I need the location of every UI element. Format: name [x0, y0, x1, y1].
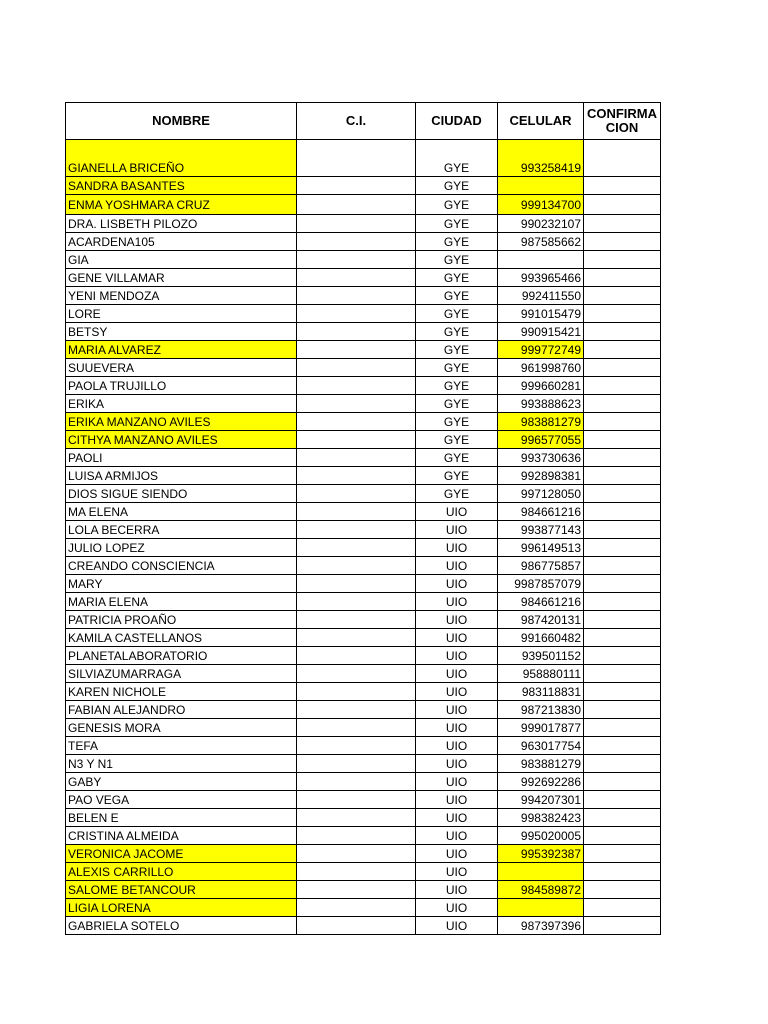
cell-ciudad[interactable]: UIO: [416, 917, 498, 935]
cell-nombre[interactable]: GABY: [66, 773, 297, 791]
table-row: [66, 665, 661, 683]
cell-ciudad[interactable]: UIO: [416, 593, 498, 611]
table-row: [66, 251, 661, 269]
table-row: [66, 899, 661, 917]
cell-ciudad[interactable]: UIO: [416, 521, 498, 539]
table-row: [66, 467, 661, 485]
cell-confirmacion[interactable]: [584, 467, 661, 485]
cell-celular[interactable]: 992411550: [498, 287, 584, 305]
cell-ciudad[interactable]: GYE: [416, 449, 498, 467]
cell-nombre[interactable]: GIA: [66, 251, 297, 269]
cell-ci[interactable]: [297, 593, 416, 611]
cell-celular[interactable]: 984661216: [498, 503, 584, 521]
cell-nombre[interactable]: MA ELENA: [66, 503, 297, 521]
cell-ciudad[interactable]: UIO: [416, 557, 498, 575]
cell-confirmacion[interactable]: [584, 773, 661, 791]
cell-ci[interactable]: [297, 195, 416, 215]
cell-ci[interactable]: [297, 665, 416, 683]
cell-nombre[interactable]: SILVIAZUMARRAGA: [66, 665, 297, 683]
cell-ci[interactable]: [297, 449, 416, 467]
cell-celular[interactable]: 990232107: [498, 215, 584, 233]
cell-celular[interactable]: 984589872: [498, 881, 584, 899]
cell-celular[interactable]: 998382423: [498, 809, 584, 827]
cell-ci[interactable]: [297, 755, 416, 773]
cell-ciudad[interactable]: GYE: [416, 215, 498, 233]
cell-confirmacion[interactable]: [584, 737, 661, 755]
cell-celular[interactable]: 990915421: [498, 323, 584, 341]
table-row: [66, 773, 661, 791]
cell-ci[interactable]: [297, 521, 416, 539]
cell-confirmacion[interactable]: [584, 719, 661, 737]
table-row: [66, 215, 661, 233]
cell-confirmacion[interactable]: [584, 575, 661, 593]
cell-ciudad[interactable]: GYE: [416, 359, 498, 377]
cell-ci[interactable]: [297, 611, 416, 629]
table-row: [66, 539, 661, 557]
cell-confirmacion[interactable]: [584, 323, 661, 341]
table-row: [66, 413, 661, 431]
cell-confirmacion[interactable]: [584, 557, 661, 575]
cell-confirmacion[interactable]: [584, 503, 661, 521]
cell-ciudad[interactable]: UIO: [416, 809, 498, 827]
table-row: [66, 233, 661, 251]
table-row: [66, 287, 661, 305]
cell-celular[interactable]: 993258419: [498, 140, 584, 177]
cell-ci[interactable]: [297, 899, 416, 917]
table-row: [66, 557, 661, 575]
cell-celular[interactable]: 961998760: [498, 359, 584, 377]
cell-confirmacion[interactable]: [584, 845, 661, 863]
table-row: [66, 323, 661, 341]
cell-celular[interactable]: 987213830: [498, 701, 584, 719]
cell-confirmacion[interactable]: [584, 755, 661, 773]
cell-confirmacion[interactable]: [584, 683, 661, 701]
cell-celular[interactable]: 991015479: [498, 305, 584, 323]
cell-ci[interactable]: [297, 215, 416, 233]
cell-celular[interactable]: 984661216: [498, 593, 584, 611]
cell-celular[interactable]: 995392387: [498, 845, 584, 863]
cell-ciudad[interactable]: UIO: [416, 701, 498, 719]
cell-confirmacion[interactable]: [584, 195, 661, 215]
cell-nombre[interactable]: TEFA: [66, 737, 297, 755]
cell-ciudad[interactable]: UIO: [416, 881, 498, 899]
cell-confirmacion[interactable]: [584, 881, 661, 899]
table-row: [66, 341, 661, 359]
cell-celular[interactable]: 999134700: [498, 195, 584, 215]
cell-confirmacion[interactable]: [584, 233, 661, 251]
table-row: [66, 485, 661, 503]
cell-nombre[interactable]: LOLA BECERRA: [66, 521, 297, 539]
table-row: [66, 827, 661, 845]
table-row: [66, 359, 661, 377]
cell-ci[interactable]: [297, 773, 416, 791]
table-row: [66, 629, 661, 647]
cell-ci[interactable]: [297, 683, 416, 701]
cell-nombre[interactable]: JULIO LOPEZ: [66, 539, 297, 557]
table-row: [66, 377, 661, 395]
table-row: [66, 719, 661, 737]
cell-celular[interactable]: 987585662: [498, 233, 584, 251]
cell-ciudad[interactable]: UIO: [416, 575, 498, 593]
cell-ci[interactable]: [297, 557, 416, 575]
cell-nombre[interactable]: GENE VILLAMAR: [66, 269, 297, 287]
cell-ci[interactable]: [297, 467, 416, 485]
table-row: [66, 917, 661, 935]
table-row: [66, 755, 661, 773]
cell-celular[interactable]: 987420131: [498, 611, 584, 629]
cell-ci[interactable]: [297, 323, 416, 341]
cell-confirmacion[interactable]: [584, 863, 661, 881]
cell-celular[interactable]: 993877143: [498, 521, 584, 539]
cell-nombre[interactable]: ENMA YOSHMARA CRUZ: [66, 195, 297, 215]
cell-confirmacion[interactable]: [584, 485, 661, 503]
cell-nombre[interactable]: BELEN E: [66, 809, 297, 827]
cell-ciudad[interactable]: GYE: [416, 305, 498, 323]
cell-ciudad[interactable]: GYE: [416, 377, 498, 395]
cell-ciudad[interactable]: UIO: [416, 629, 498, 647]
cell-ciudad[interactable]: GYE: [416, 395, 498, 413]
cell-ciudad[interactable]: UIO: [416, 665, 498, 683]
table-row: [66, 503, 661, 521]
header-ci[interactable]: C.I.: [297, 103, 416, 140]
contacts-table: [65, 102, 661, 935]
cell-celular[interactable]: 983881279: [498, 755, 584, 773]
cell-ciudad[interactable]: GYE: [416, 269, 498, 287]
table-row: [66, 593, 661, 611]
cell-nombre[interactable]: SALOME BETANCOUR: [66, 881, 297, 899]
cell-ciudad[interactable]: UIO: [416, 899, 498, 917]
cell-ciudad[interactable]: GYE: [416, 485, 498, 503]
cell-confirmacion[interactable]: [584, 251, 661, 269]
cell-nombre[interactable]: GIANELLA BRICEÑO: [66, 140, 297, 177]
cell-nombre[interactable]: ACARDENA105: [66, 233, 297, 251]
cell-nombre[interactable]: PAOLA TRUJILLO: [66, 377, 297, 395]
cell-confirmacion[interactable]: [584, 539, 661, 557]
table-row: [66, 809, 661, 827]
cell-celular[interactable]: [498, 899, 584, 917]
table-row: [66, 195, 661, 215]
cell-nombre[interactable]: VERONICA JACOME: [66, 845, 297, 863]
cell-nombre[interactable]: KAREN NICHOLE: [66, 683, 297, 701]
cell-nombre[interactable]: ERIKA MANZANO AVILES: [66, 413, 297, 431]
cell-celular[interactable]: 939501152: [498, 647, 584, 665]
cell-celular[interactable]: 991660482: [498, 629, 584, 647]
cell-ci[interactable]: [297, 431, 416, 449]
cell-ciudad[interactable]: GYE: [416, 251, 498, 269]
cell-celular[interactable]: 9987857079: [498, 575, 584, 593]
cell-confirmacion[interactable]: [584, 431, 661, 449]
table-row: [66, 521, 661, 539]
table-row: [66, 305, 661, 323]
cell-nombre[interactable]: MARY: [66, 575, 297, 593]
cell-confirmacion[interactable]: [584, 449, 661, 467]
cell-confirmacion[interactable]: [584, 629, 661, 647]
cell-nombre[interactable]: PAOLI: [66, 449, 297, 467]
cell-nombre[interactable]: MARIA ELENA: [66, 593, 297, 611]
cell-nombre[interactable]: ERIKA: [66, 395, 297, 413]
cell-ci[interactable]: [297, 827, 416, 845]
cell-ci[interactable]: [297, 719, 416, 737]
cell-ciudad[interactable]: UIO: [416, 647, 498, 665]
cell-ciudad[interactable]: GYE: [416, 413, 498, 431]
cell-confirmacion[interactable]: [584, 269, 661, 287]
cell-confirmacion[interactable]: [584, 521, 661, 539]
cell-ci[interactable]: [297, 647, 416, 665]
cell-nombre[interactable]: ALEXIS CARRILLO: [66, 863, 297, 881]
cell-ci[interactable]: [297, 791, 416, 809]
table-row: [66, 269, 661, 287]
cell-celular[interactable]: 958880111: [498, 665, 584, 683]
cell-confirmacion[interactable]: [584, 215, 661, 233]
cell-ci[interactable]: [297, 575, 416, 593]
cell-celular[interactable]: 997128050: [498, 485, 584, 503]
cell-ci[interactable]: [297, 845, 416, 863]
cell-confirmacion[interactable]: [584, 701, 661, 719]
cell-nombre[interactable]: CITHYA MANZANO AVILES: [66, 431, 297, 449]
cell-ciudad[interactable]: UIO: [416, 737, 498, 755]
cell-confirmacion[interactable]: [584, 809, 661, 827]
cell-confirmacion[interactable]: [584, 917, 661, 935]
table-row: [66, 791, 661, 809]
header-celular[interactable]: CELULAR: [498, 103, 584, 140]
cell-celular[interactable]: 986775857: [498, 557, 584, 575]
table-row: [66, 737, 661, 755]
cell-celular[interactable]: 994207301: [498, 791, 584, 809]
cell-ciudad[interactable]: UIO: [416, 719, 498, 737]
header-confirmacion[interactable]: CONFIRMA CION: [584, 103, 661, 140]
table-row: [66, 881, 661, 899]
table-row: [66, 177, 661, 195]
cell-ci[interactable]: [297, 485, 416, 503]
cell-ci[interactable]: [297, 701, 416, 719]
cell-celular[interactable]: 983881279: [498, 413, 584, 431]
cell-confirmacion[interactable]: [584, 899, 661, 917]
cell-celular[interactable]: [498, 177, 584, 195]
cell-nombre[interactable]: GENESIS MORA: [66, 719, 297, 737]
table-row: [66, 575, 661, 593]
cell-celular[interactable]: [498, 863, 584, 881]
cell-ciudad[interactable]: UIO: [416, 845, 498, 863]
cell-ciudad[interactable]: GYE: [416, 177, 498, 195]
cell-celular[interactable]: 993965466: [498, 269, 584, 287]
cell-ciudad[interactable]: UIO: [416, 539, 498, 557]
cell-ci[interactable]: [297, 881, 416, 899]
cell-ci[interactable]: [297, 539, 416, 557]
cell-celular[interactable]: 999772749: [498, 341, 584, 359]
cell-nombre[interactable]: LIGIA LORENA: [66, 899, 297, 917]
cell-celular[interactable]: 999017877: [498, 719, 584, 737]
cell-nombre[interactable]: MARIA ALVAREZ: [66, 341, 297, 359]
cell-ciudad[interactable]: GYE: [416, 195, 498, 215]
cell-ciudad[interactable]: UIO: [416, 611, 498, 629]
cell-nombre[interactable]: DRA. LISBETH PILOZO: [66, 215, 297, 233]
cell-confirmacion[interactable]: [584, 413, 661, 431]
table-row: [66, 140, 661, 177]
table-row: [66, 431, 661, 449]
cell-ci[interactable]: [297, 863, 416, 881]
cell-confirmacion[interactable]: [584, 287, 661, 305]
cell-ciudad[interactable]: UIO: [416, 755, 498, 773]
table-row: [66, 647, 661, 665]
cell-ci[interactable]: [297, 341, 416, 359]
table-row: [66, 395, 661, 413]
cell-celular[interactable]: 996577055: [498, 431, 584, 449]
cell-ciudad[interactable]: GYE: [416, 341, 498, 359]
cell-ci[interactable]: [297, 269, 416, 287]
cell-ci[interactable]: [297, 737, 416, 755]
cell-ciudad[interactable]: UIO: [416, 791, 498, 809]
cell-ciudad[interactable]: GYE: [416, 323, 498, 341]
cell-confirmacion[interactable]: [584, 305, 661, 323]
cell-ci[interactable]: [297, 503, 416, 521]
table-row: [66, 845, 661, 863]
cell-confirmacion[interactable]: [584, 791, 661, 809]
cell-ciudad[interactable]: GYE: [416, 287, 498, 305]
cell-nombre[interactable]: BETSY: [66, 323, 297, 341]
cell-nombre[interactable]: FABIAN ALEJANDRO: [66, 701, 297, 719]
table-row: [66, 449, 661, 467]
header-nombre[interactable]: NOMBRE: [66, 103, 297, 140]
cell-ci[interactable]: [297, 177, 416, 195]
cell-nombre[interactable]: PAO VEGA: [66, 791, 297, 809]
cell-celular[interactable]: 995020005: [498, 827, 584, 845]
cell-celular[interactable]: 996149513: [498, 539, 584, 557]
cell-ci[interactable]: [297, 233, 416, 251]
cell-nombre[interactable]: DIOS SIGUE SIENDO: [66, 485, 297, 503]
cell-ciudad[interactable]: GYE: [416, 140, 498, 177]
cell-nombre[interactable]: LORE: [66, 305, 297, 323]
cell-ciudad[interactable]: UIO: [416, 863, 498, 881]
cell-celular[interactable]: [498, 251, 584, 269]
cell-ciudad[interactable]: GYE: [416, 467, 498, 485]
cell-confirmacion[interactable]: [584, 341, 661, 359]
cell-ci[interactable]: [297, 413, 416, 431]
cell-ci[interactable]: [297, 287, 416, 305]
cell-confirmacion[interactable]: [584, 611, 661, 629]
cell-confirmacion[interactable]: [584, 647, 661, 665]
cell-ci[interactable]: [297, 251, 416, 269]
cell-celular[interactable]: 992898381: [498, 467, 584, 485]
cell-celular[interactable]: 983118831: [498, 683, 584, 701]
cell-confirmacion[interactable]: [584, 593, 661, 611]
cell-nombre[interactable]: GABRIELA SOTELO: [66, 917, 297, 935]
cell-celular[interactable]: 992692286: [498, 773, 584, 791]
cell-ci[interactable]: [297, 305, 416, 323]
cell-celular[interactable]: 993888623: [498, 395, 584, 413]
cell-ciudad[interactable]: GYE: [416, 233, 498, 251]
cell-ci[interactable]: [297, 917, 416, 935]
cell-ciudad[interactable]: UIO: [416, 503, 498, 521]
cell-confirmacion[interactable]: [584, 395, 661, 413]
cell-celular[interactable]: 993730636: [498, 449, 584, 467]
cell-confirmacion[interactable]: [584, 177, 661, 195]
cell-confirmacion[interactable]: [584, 827, 661, 845]
cell-ciudad[interactable]: UIO: [416, 683, 498, 701]
cell-ci[interactable]: [297, 395, 416, 413]
cell-ci[interactable]: [297, 140, 416, 177]
cell-ci[interactable]: [297, 629, 416, 647]
header-row: [66, 103, 661, 140]
cell-nombre[interactable]: SUUEVERA: [66, 359, 297, 377]
header-ciudad[interactable]: CIUDAD: [416, 103, 498, 140]
cell-nombre[interactable]: KAMILA CASTELLANOS: [66, 629, 297, 647]
cell-nombre[interactable]: PLANETALABORATORIO: [66, 647, 297, 665]
cell-nombre[interactable]: LUISA ARMIJOS: [66, 467, 297, 485]
cell-ci[interactable]: [297, 359, 416, 377]
cell-nombre[interactable]: CREANDO CONSCIENCIA: [66, 557, 297, 575]
table-row: [66, 863, 661, 881]
cell-nombre[interactable]: CRISTINA ALMEIDA: [66, 827, 297, 845]
cell-confirmacion[interactable]: [584, 377, 661, 395]
cell-ci[interactable]: [297, 377, 416, 395]
table-row: [66, 701, 661, 719]
table-row: [66, 611, 661, 629]
cell-confirmacion[interactable]: [584, 665, 661, 683]
cell-ciudad[interactable]: UIO: [416, 773, 498, 791]
table-row: [66, 683, 661, 701]
cell-celular[interactable]: 963017754: [498, 737, 584, 755]
cell-celular[interactable]: 987397396: [498, 917, 584, 935]
cell-celular[interactable]: 999660281: [498, 377, 584, 395]
cell-nombre[interactable]: N3 Y N1: [66, 755, 297, 773]
cell-confirmacion[interactable]: [584, 140, 661, 177]
cell-ciudad[interactable]: UIO: [416, 827, 498, 845]
cell-ciudad[interactable]: GYE: [416, 431, 498, 449]
cell-ci[interactable]: [297, 809, 416, 827]
cell-nombre[interactable]: YENI MENDOZA: [66, 287, 297, 305]
cell-nombre[interactable]: PATRICIA PROAÑO: [66, 611, 297, 629]
cell-confirmacion[interactable]: [584, 359, 661, 377]
cell-nombre[interactable]: SANDRA BASANTES: [66, 177, 297, 195]
